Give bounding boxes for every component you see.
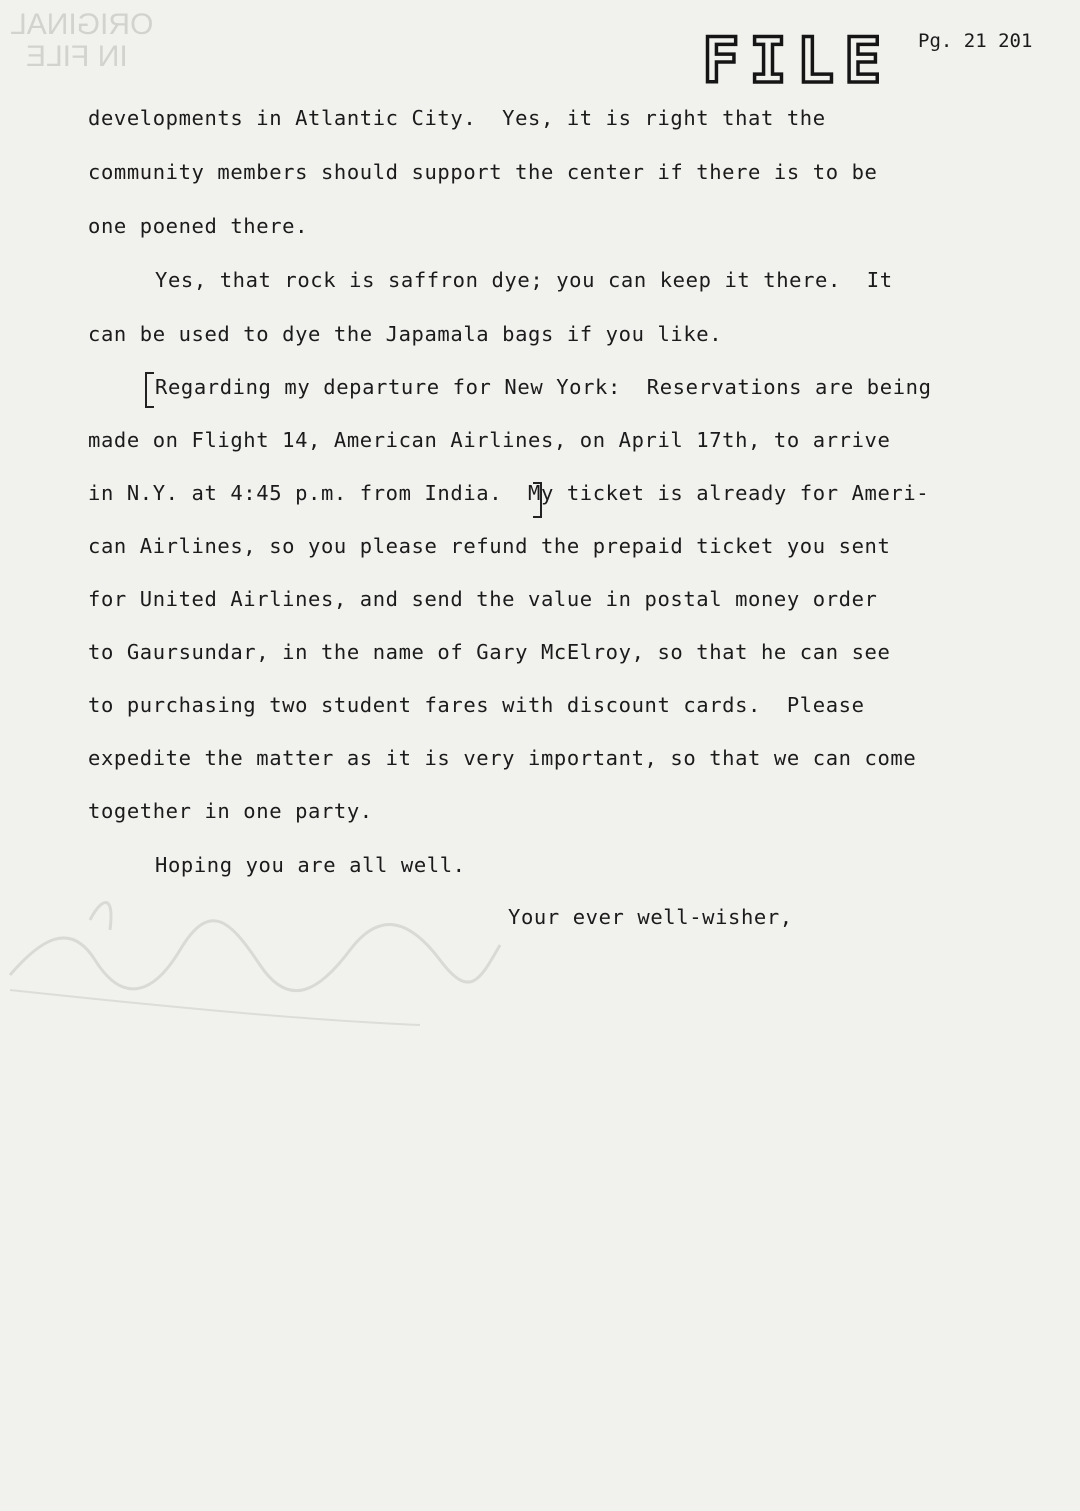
letter-closing: Your ever well-wisher, — [508, 905, 793, 929]
bleed-in-file-mark: IN FILE — [26, 40, 128, 73]
letter-line: made on Flight 14, American Airlines, on April 17th, to arrive — [88, 428, 891, 452]
page-reference: Pg. 21 201 — [918, 30, 1033, 52]
letter-line: Yes, that rock is saffron dye; you can keep it there. It — [155, 268, 893, 292]
open-bracket-mark — [145, 372, 154, 408]
letter-line: together in one party. — [88, 799, 373, 823]
letter-line: expedite the matter as it is very important, so that we can come — [88, 746, 917, 770]
letter-line: Regarding my departure for New York: Reservations are being — [155, 375, 932, 399]
letter-line: one poened there. — [88, 214, 309, 238]
letter-line: to purchasing two student fares with discount cards. Please — [88, 693, 865, 717]
letter-line: developments in Atlantic City. Yes, it is right that the — [88, 106, 826, 130]
letter-line: community members should support the center if there is to be — [88, 160, 878, 184]
file-stamp — [702, 26, 930, 92]
file-stamp-text: FILE — [702, 26, 892, 92]
letter-line: can Airlines, so you please refund the prepaid ticket you sent — [88, 534, 891, 558]
letter-line: to Gaursundar, in the name of Gary McElroy, so that he can see — [88, 640, 891, 664]
signature-bleed-through — [0, 880, 520, 1030]
letter-line: Hoping you are all well. — [155, 853, 466, 877]
close-bracket-mark — [533, 482, 542, 518]
letter-line: for United Airlines, and send the value in postal money order — [88, 587, 878, 611]
letter-line: in N.Y. at 4:45 p.m. from India. My ticket is already for Ameri- — [88, 481, 930, 505]
bleed-original-mark: ORIGINAL — [10, 8, 154, 41]
letter-line: can be used to dye the Japamala bags if you like. — [88, 322, 723, 346]
